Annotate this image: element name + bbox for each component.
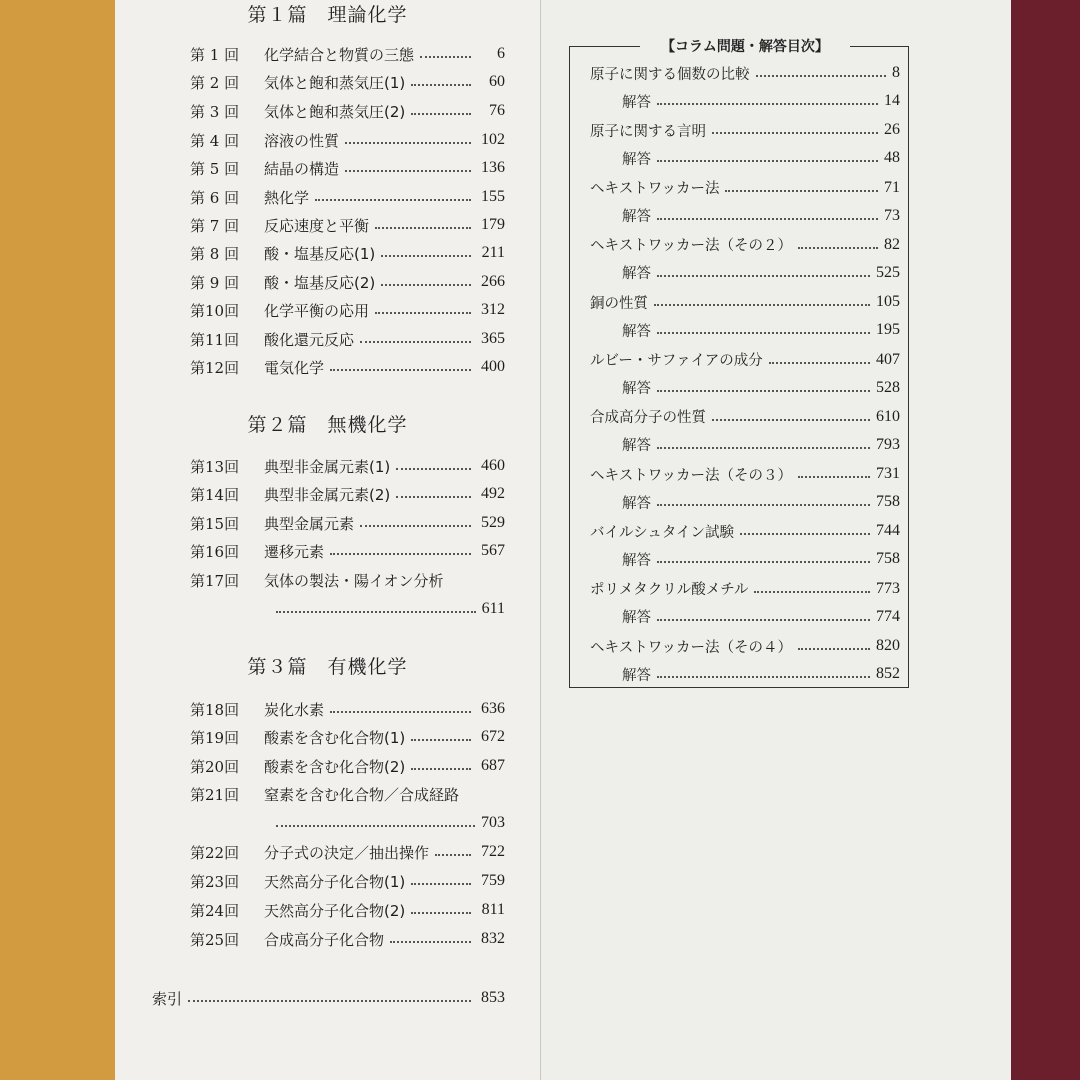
toc-entry [190, 239, 505, 267]
chapter-title: 天然高分子化合物(2) [264, 901, 406, 920]
page-number: 852 [876, 665, 900, 682]
page-number: 758 [876, 550, 900, 568]
leader-dots [769, 362, 870, 364]
leader-dots [330, 711, 471, 713]
leader-dots [420, 56, 471, 58]
column-entry [590, 347, 900, 373]
column-entry [590, 232, 900, 258]
chapter-title: 分子式の決定／抽出操作 [264, 843, 430, 862]
leader-dots [411, 912, 471, 914]
chapter-number: 第11回 [190, 330, 240, 349]
page-number: 773 [876, 579, 900, 597]
page-number: 48 [884, 149, 900, 167]
leader-dots [381, 284, 471, 286]
page-number: 26 [884, 121, 900, 139]
page-number: 703 [481, 814, 505, 831]
chapter-title: 酸化還元反応 [264, 330, 355, 349]
chapter-number: 第20回 [190, 757, 240, 776]
page-number: 731 [876, 465, 900, 483]
leader-dots [330, 553, 471, 555]
column-entry [590, 461, 900, 487]
toc-entry [190, 211, 505, 239]
chapter-title: 酸・塩基反応(1) [264, 244, 376, 263]
chapter-title: 気体の製法・陽イオン分析 [264, 571, 444, 590]
column-entry-title: バイルシュタイン試験 [590, 524, 735, 541]
page-number: 312 [481, 301, 505, 318]
chapter-number: 第 7 回 [190, 216, 240, 235]
page-number: 73 [884, 206, 900, 224]
column-entry-title: 原子に関する言明 [590, 123, 706, 140]
chapter-title: 溶液の性質 [264, 131, 340, 150]
page-number: 179 [481, 216, 505, 233]
leader-dots [798, 247, 878, 249]
page-number: 105 [876, 293, 900, 311]
answer-label: 解答 [622, 323, 651, 340]
toc-entry [190, 723, 505, 751]
column-entry-title: ヘキストワッカー法（その２） [590, 238, 792, 255]
chapter-number: 第15回 [190, 514, 240, 533]
column-answer-entry [622, 432, 900, 458]
column-answer-entry [622, 375, 900, 401]
leader-dots [390, 941, 471, 943]
chapter-number: 第 8 回 [190, 244, 240, 263]
toc-entry [190, 97, 505, 125]
column-title: 【コラム問題・解答目次】 [640, 36, 850, 56]
page-number: 687 [481, 757, 505, 774]
leader-dots [360, 341, 471, 343]
page-number: 722 [481, 843, 505, 860]
chapter-title: 窒素を含む化合物／合成経路 [264, 785, 460, 804]
column-entry [590, 117, 900, 143]
chapter-number: 第17回 [190, 571, 240, 590]
leader-dots [654, 304, 870, 306]
leader-dots [330, 369, 471, 371]
column-answer-entry [622, 145, 900, 171]
column-entry-title: ヘキストワッカー法（その３） [590, 467, 792, 484]
index-title: 索引 [152, 989, 183, 1008]
leader-dots [411, 883, 471, 885]
page-number: 832 [481, 930, 505, 947]
leader-dots [345, 170, 471, 172]
page-number: 793 [876, 435, 900, 453]
toc-entry [190, 780, 505, 808]
toc-entry [190, 452, 505, 480]
column-answer-entry [622, 317, 900, 343]
page-number: 460 [481, 457, 505, 474]
column-entry [590, 633, 900, 659]
chapter-number: 第25回 [190, 930, 240, 949]
column-entry-title: 合成高分子の性質 [590, 410, 706, 427]
chapter-number: 第13回 [190, 457, 240, 476]
toc-entry [190, 126, 505, 154]
chapter-number: 第19回 [190, 728, 240, 747]
page-number: 774 [876, 607, 900, 625]
toc-entry [190, 40, 505, 68]
column-entry-title: ヘキストワッカー法（その４） [590, 639, 792, 656]
answer-label: 解答 [622, 438, 651, 455]
chapter-number: 第24回 [190, 901, 240, 920]
toc-entry-continuation [276, 595, 505, 623]
column-entry-title: 銅の性質 [590, 295, 648, 312]
column-entry [590, 60, 900, 86]
column-entry [590, 518, 900, 544]
leader-dots [657, 504, 870, 506]
leader-dots [276, 825, 475, 827]
page-number: 759 [481, 872, 505, 889]
leader-dots [411, 739, 471, 741]
leader-dots [725, 190, 878, 192]
page-number: 610 [876, 407, 900, 425]
toc-entry [190, 896, 505, 924]
answer-label: 解答 [622, 495, 651, 512]
leader-dots [345, 142, 471, 144]
chapter-number: 第 2 回 [190, 73, 240, 92]
chapter-title: 合成高分子化合物 [264, 930, 385, 949]
chapter-number: 第21回 [190, 785, 240, 804]
toc-entry [190, 183, 505, 211]
leader-dots [712, 132, 878, 134]
page-number: 529 [481, 514, 505, 531]
page-number: 71 [884, 178, 900, 196]
toc-entry [190, 154, 505, 182]
column-entry [590, 175, 900, 201]
leader-dots [798, 476, 870, 478]
leader-dots [375, 312, 471, 314]
toc-entry [190, 325, 505, 353]
answer-label: 解答 [622, 209, 651, 226]
chapter-number: 第 4 回 [190, 131, 240, 150]
column-entry-title: ルビー・サファイアの成分 [590, 353, 763, 369]
page-number: 14 [884, 92, 900, 109]
leader-dots [657, 447, 870, 449]
leader-dots [756, 75, 887, 77]
leader-dots [657, 103, 878, 105]
part-2-title: 第２篇 無機化学 [247, 414, 408, 436]
answer-label: 解答 [622, 610, 651, 627]
chapter-number: 第 3 回 [190, 102, 240, 121]
leader-dots [740, 533, 870, 535]
page-number: 672 [481, 728, 505, 745]
column-answer-entry [622, 88, 900, 114]
toc-entry [190, 566, 505, 594]
chapter-title: 気体と飽和蒸気圧(1) [264, 73, 406, 92]
page-number: 567 [481, 542, 505, 559]
page-number: 211 [481, 244, 505, 261]
page-number: 811 [481, 901, 505, 918]
answer-label: 解答 [622, 94, 651, 111]
page-number: 400 [481, 358, 505, 375]
leader-dots [657, 390, 870, 392]
toc-entry-continuation [276, 809, 505, 837]
column-entry-title: 原子に関する個数の比較 [590, 66, 750, 83]
page-number: 758 [876, 493, 900, 511]
column-answer-entry [622, 203, 900, 229]
chapter-title: 酸素を含む化合物(2) [264, 757, 406, 776]
page-number: 195 [876, 321, 900, 339]
index-entry [152, 984, 505, 1012]
toc-entry [190, 480, 505, 508]
chapter-number: 第 5 回 [190, 159, 240, 178]
leader-dots [754, 591, 870, 593]
page-number: 853 [481, 989, 505, 1006]
column-entry [590, 289, 900, 315]
column-entry-title: ポリメタクリル酸メチル [590, 582, 749, 599]
part-3-title: 第３篇 有機化学 [247, 656, 408, 678]
chapter-number: 第16回 [190, 542, 240, 561]
column-answer-entry [622, 604, 900, 630]
chapter-number: 第18回 [190, 700, 240, 719]
chapter-title: 天然高分子化合物(1) [264, 872, 406, 891]
answer-label: 解答 [622, 552, 651, 569]
page-number: 82 [884, 235, 900, 253]
leader-dots [657, 676, 870, 678]
page-number: 528 [876, 378, 900, 396]
chapter-title: 化学平衡の応用 [264, 301, 370, 320]
background-left [0, 0, 120, 1080]
toc-entry [190, 537, 505, 565]
chapter-title: 典型非金属元素(1) [264, 457, 391, 476]
leader-dots [798, 648, 870, 650]
chapter-number: 第12回 [190, 358, 240, 377]
leader-dots [315, 199, 471, 201]
page-number: 365 [481, 330, 505, 347]
page-number: 636 [481, 700, 505, 717]
leader-dots [712, 419, 870, 421]
page-number: 266 [481, 273, 505, 290]
column-answer-entry [622, 546, 900, 572]
chapter-number: 第 6 回 [190, 188, 240, 207]
chapter-title: 反応速度と平衡 [264, 216, 370, 235]
leader-dots [375, 227, 471, 229]
leader-dots [188, 1000, 471, 1002]
toc-entry [190, 509, 505, 537]
toc-entry [190, 68, 505, 96]
leader-dots [411, 113, 471, 115]
answer-label: 解答 [622, 266, 651, 283]
leader-dots [411, 768, 471, 770]
chapter-title: 熱化学 [264, 188, 310, 207]
leader-dots [657, 275, 870, 277]
toc-entry [190, 695, 505, 723]
chapter-number: 第 1 回 [190, 45, 240, 64]
column-entry [590, 404, 900, 430]
column-entry [590, 576, 900, 602]
page-number: 492 [481, 485, 505, 502]
page-number: 744 [876, 522, 900, 540]
page-number: 6 [497, 45, 505, 62]
chapter-title: 気体と飽和蒸気圧(2) [264, 102, 406, 121]
page-number: 60 [489, 73, 505, 90]
chapter-title: 典型金属元素 [264, 514, 355, 533]
chapter-number: 第14回 [190, 485, 240, 504]
chapter-title: 酸・塩基反応(2) [264, 273, 376, 292]
leader-dots [411, 84, 471, 86]
leader-dots [435, 854, 471, 856]
page-number: 611 [481, 600, 505, 617]
toc-entry [190, 838, 505, 866]
page-number: 102 [481, 131, 505, 148]
leader-dots [657, 332, 870, 334]
column-answer-entry [622, 489, 900, 515]
leader-dots [396, 496, 471, 498]
answer-label: 解答 [622, 381, 651, 397]
part-1-title: 第１篇 理論化学 [247, 4, 408, 26]
page-number: 820 [876, 637, 900, 654]
page-number: 155 [481, 188, 505, 205]
chapter-title: 化学結合と物質の三態 [264, 45, 415, 64]
chapter-number: 第23回 [190, 872, 240, 891]
column-entry-title: ヘキストワッカー法 [590, 181, 720, 198]
leader-dots [381, 255, 471, 257]
chapter-number: 第 9 回 [190, 273, 240, 292]
leader-dots [276, 611, 476, 613]
leader-dots [657, 160, 878, 162]
answer-label: 解答 [622, 667, 651, 684]
leader-dots [657, 619, 870, 621]
leader-dots [396, 468, 471, 470]
toc-entry [190, 867, 505, 895]
page-number: 525 [876, 263, 900, 281]
column-answer-entry [622, 661, 900, 687]
page-number: 136 [481, 159, 505, 176]
page-number: 8 [892, 64, 900, 81]
leader-dots [657, 218, 878, 220]
leader-dots [657, 561, 870, 563]
chapter-number: 第10回 [190, 301, 240, 320]
toc-entry [190, 353, 505, 381]
leader-dots [360, 525, 471, 527]
chapter-title: 酸素を含む化合物(1) [264, 728, 406, 747]
toc-entry [190, 925, 505, 953]
page-number: 407 [876, 350, 900, 368]
chapter-title: 結晶の構造 [264, 159, 340, 178]
toc-entry [190, 296, 505, 324]
chapter-title: 炭化水素 [264, 700, 325, 719]
chapter-title: 遷移元素 [264, 542, 325, 561]
answer-label: 解答 [622, 151, 651, 168]
page-number: 76 [489, 102, 505, 119]
chapter-number: 第22回 [190, 843, 240, 862]
chapter-title: 電気化学 [264, 358, 325, 377]
column-answer-entry [622, 260, 900, 286]
chapter-title: 典型非金属元素(2) [264, 485, 391, 504]
toc-entry [190, 752, 505, 780]
toc-entry [190, 268, 505, 296]
